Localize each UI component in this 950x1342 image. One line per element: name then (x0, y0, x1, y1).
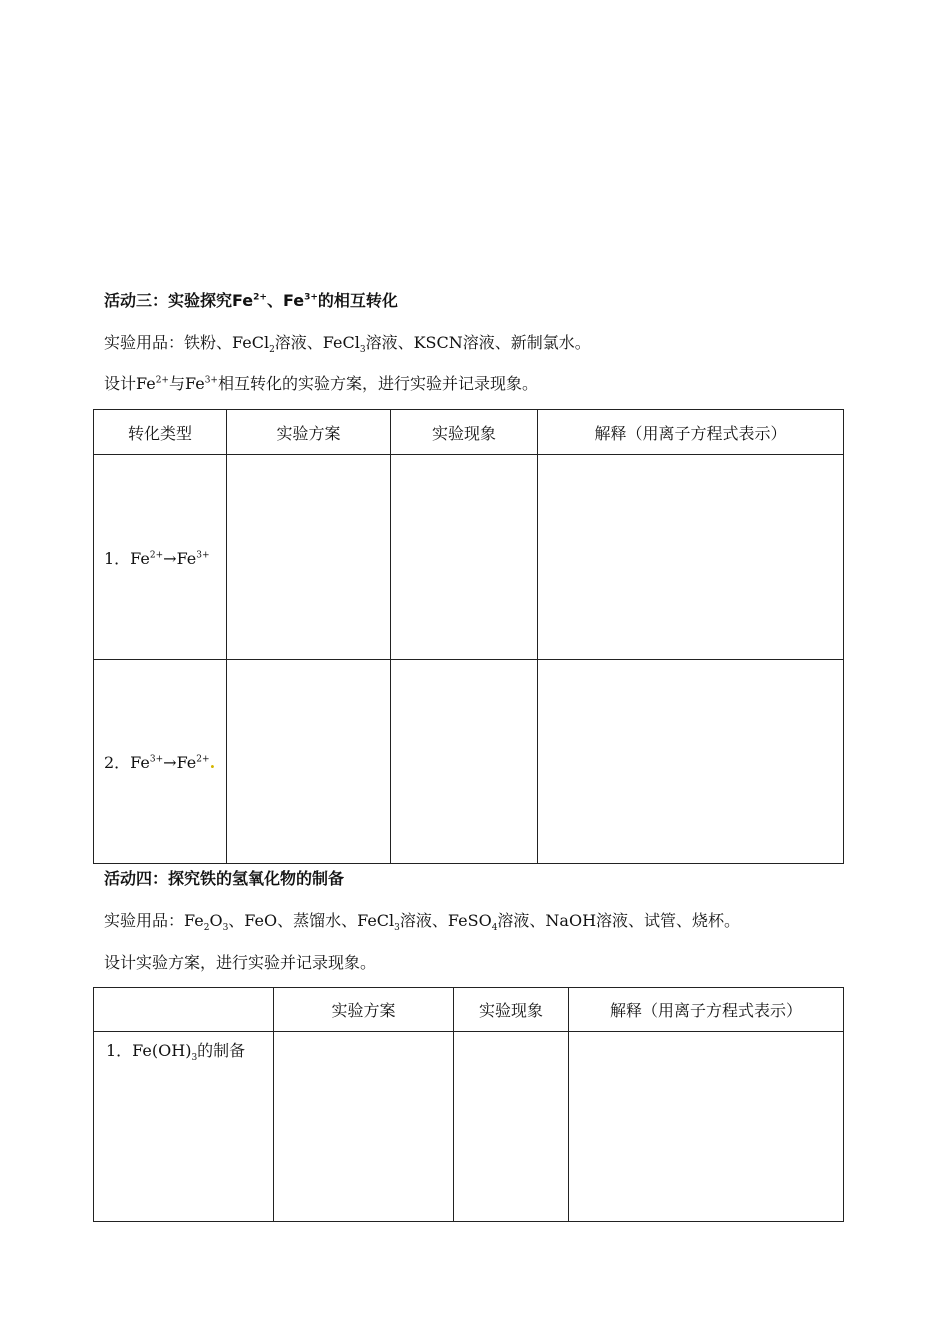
activity4-materials: 实验用品：$Fe_2O_3$、FeO、蒸馏水、FeCl$_3$溶液、FeSO$_4$溶液、NaOH溶液、试管、烧杯。 (104, 911, 741, 934)
phenomenon-cell[interactable] (391, 660, 538, 864)
activity4-table (93, 987, 844, 1222)
phenomenon-cell[interactable] (391, 455, 538, 660)
plan-cell[interactable] (227, 660, 391, 864)
activity3-table (93, 409, 844, 864)
explanation-cell[interactable] (538, 660, 844, 864)
activity3-design: 设计$Fe^{2+}$与$Fe^{3+}$相互转化的实验方案，进行实验并记录现象。 (104, 374, 538, 393)
conversion-fe3-to-fe2: 2．$Fe^{3+}\to Fe^{2+}$. (94, 660, 227, 864)
preparation-fe-oh-3: 1．$Fe(OH)_3$的制备 (94, 1032, 274, 1222)
conversion-fe2-to-fe3: 1．$Fe^{2+}\to Fe^{3+}$ (94, 455, 227, 660)
activity4-title: 活动四：探究铁的氢氧化物的制备 (104, 869, 345, 888)
header-explanation: 解释（用离子方程式表示） (569, 988, 844, 1032)
header-experiment-phenomenon: 实验现象 (391, 410, 538, 455)
header-experiment-plan: 实验方案 (274, 988, 454, 1032)
activity3-table-header (94, 410, 844, 455)
header-experiment-phenomenon: 实验现象 (454, 988, 569, 1032)
header-experiment-plan: 实验方案 (227, 410, 391, 455)
explanation-cell[interactable] (569, 1032, 844, 1222)
table-row (94, 660, 844, 864)
explanation-cell[interactable] (538, 455, 844, 660)
activity3-title: 活动三：实验探究$Fe^{2+}$、$Fe^{3+}$的相互转化 (104, 291, 398, 310)
activity4-table-header (94, 988, 844, 1032)
plan-cell[interactable] (274, 1032, 454, 1222)
table-row (94, 455, 844, 660)
phenomenon-cell[interactable] (454, 1032, 569, 1222)
activity4-design: 设计实验方案，进行实验并记录现象。 (104, 953, 377, 972)
activity3-materials: 实验用品：铁粉、FeCl$_2$溶液、FeCl$_3$溶液、KSCN溶液、新制氯水。 (104, 333, 591, 356)
plan-cell[interactable] (227, 455, 391, 660)
header-conversion-type: 转化类型 (94, 410, 227, 455)
header-explanation: 解释（用离子方程式表示） (538, 410, 844, 455)
table-row (94, 1032, 844, 1222)
header-empty (94, 988, 274, 1032)
